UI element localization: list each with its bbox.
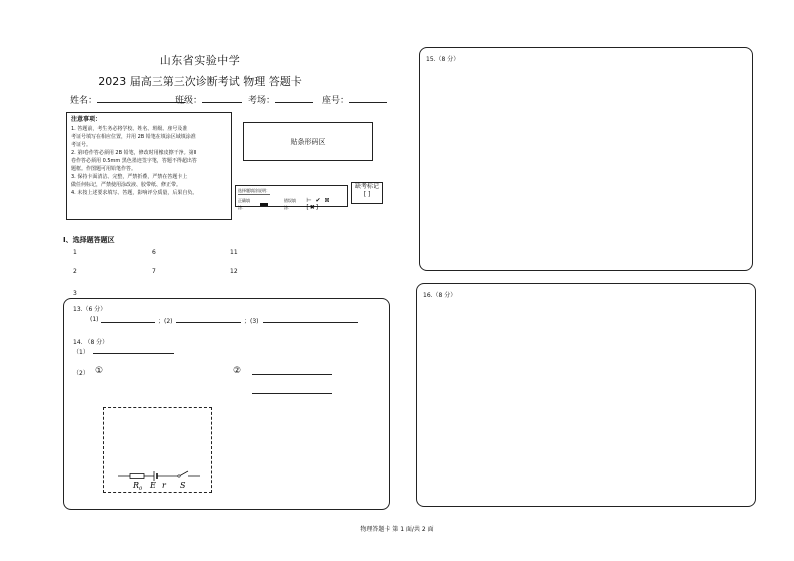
- info-room: [248, 93, 313, 106]
- q13-part2-label: ；(2): [158, 318, 173, 325]
- q14-label: 14. （8 分）: [73, 339, 109, 346]
- choice-number: 1: [73, 249, 77, 256]
- circuit-label-r0: R: [133, 481, 140, 490]
- room-field[interactable]: [275, 94, 313, 103]
- circuit-label-e: E: [150, 481, 156, 490]
- choice-number: 2: [73, 268, 77, 275]
- q16-label: 16.（8 分）: [423, 292, 457, 299]
- q14-answer1-field[interactable]: [93, 353, 174, 354]
- q14-part2-label: （2）: [73, 370, 89, 377]
- choice-number: 6: [152, 249, 156, 256]
- wrong-marks-icon: ⊢ ✔ ⊠ [✖]: [306, 197, 331, 211]
- circuit-label-s: S: [180, 481, 186, 490]
- q13-answer3-field[interactable]: [263, 322, 358, 323]
- fill-wrong-label: 错误填涂：: [283, 198, 296, 210]
- fill-example-box: [235, 185, 348, 211]
- notes-item: 题框。作图题可用铅笔作答。: [71, 166, 137, 172]
- notes-item: 考证号。: [71, 142, 92, 148]
- q14-answer2a-field[interactable]: [252, 374, 332, 375]
- exam-title: 2023 届高三第三次诊断考试 物理 答题卡: [98, 75, 302, 88]
- notes-item: 4. 未按上述要求填写、答题，影响评分质量，后果自负。: [71, 190, 198, 196]
- notes-item: 卷作答必须用 0.5mm 黑色墨迹签字笔，答题不得超出答: [71, 158, 197, 164]
- info-label-seat: 座号：: [322, 96, 350, 106]
- q14-part1-label: （1）: [73, 349, 89, 356]
- missing-mark-checkbox[interactable]: [ ]: [363, 191, 371, 198]
- q14-answer2b-field[interactable]: [252, 393, 332, 394]
- fill-example-title: 选择题填涂说明：: [238, 188, 270, 193]
- notes-item: 考证号填写在相应位置，并用 2B 铅笔在填涂区域填涂准: [71, 134, 196, 140]
- q13-answer2-field[interactable]: [176, 322, 241, 323]
- notes-item: 3. 保持卡面清洁、完整，严禁折叠，严禁在答题卡上: [71, 174, 188, 180]
- barcode-area: [243, 122, 373, 161]
- barcode-label: 贴条形码区: [290, 137, 326, 146]
- missing-mark-label: 缺考标记: [354, 183, 379, 190]
- section-choice-title: Ⅰ、选择题答题区: [63, 236, 115, 244]
- circuit-label-r: r: [162, 481, 166, 490]
- choice-number: 11: [230, 249, 238, 256]
- class-field[interactable]: [202, 94, 242, 103]
- name-field[interactable]: [97, 94, 185, 103]
- q14-circle2: ②: [233, 366, 242, 376]
- answer-panel-16[interactable]: [416, 283, 756, 507]
- switch-icon: [180, 471, 188, 476]
- info-seat: [322, 93, 387, 106]
- notes-title: 注意事项：: [71, 116, 102, 123]
- q13-label: 13.（6 分）: [73, 306, 107, 313]
- answer-panel-15[interactable]: [419, 47, 753, 271]
- seat-field[interactable]: [349, 94, 387, 103]
- notes-item: 1. 答题前，考生务必将学校、姓名、班级、座号及准: [71, 126, 188, 132]
- circuit-drawing-area[interactable]: [103, 407, 212, 493]
- notes-item: 2. 第Ⅰ卷作答必须用 2B 铅笔，修改时用橡皮擦干净。第Ⅱ: [71, 150, 197, 156]
- choice-number: 3: [73, 290, 77, 297]
- info-label-room: 考场：: [248, 96, 276, 106]
- q13-part3-label: ；(3): [244, 318, 259, 325]
- q15-label: 15.（8 分）: [426, 56, 460, 63]
- q13-part1-label: (1): [90, 316, 99, 323]
- choice-number: 7: [152, 268, 156, 275]
- missing-exam-mark: [351, 182, 383, 204]
- page-footer: 物理答题卡 第 1 面/共 2 面: [360, 526, 434, 533]
- choice-number: 12: [230, 268, 238, 275]
- circuit-diagram: [104, 408, 211, 492]
- info-class: [175, 93, 242, 106]
- resistor-icon: [130, 474, 144, 479]
- filled-mark-icon: [260, 203, 268, 206]
- notes-box: [66, 112, 232, 220]
- q13-answer1-field[interactable]: [101, 322, 155, 323]
- fill-correct-label: 正确填涂：: [238, 198, 250, 210]
- notes-item: 做任何标记，严禁使用涂改液、胶带纸、修正带。: [71, 182, 182, 188]
- q14-circle1: ①: [95, 366, 104, 376]
- info-label-class: 班级：: [175, 96, 203, 106]
- circuit-label-r0-sub: 0: [139, 486, 143, 492]
- info-label-name: 姓名：: [70, 96, 98, 106]
- info-name: [70, 93, 185, 106]
- school-name: 山东省实验中学: [159, 54, 241, 67]
